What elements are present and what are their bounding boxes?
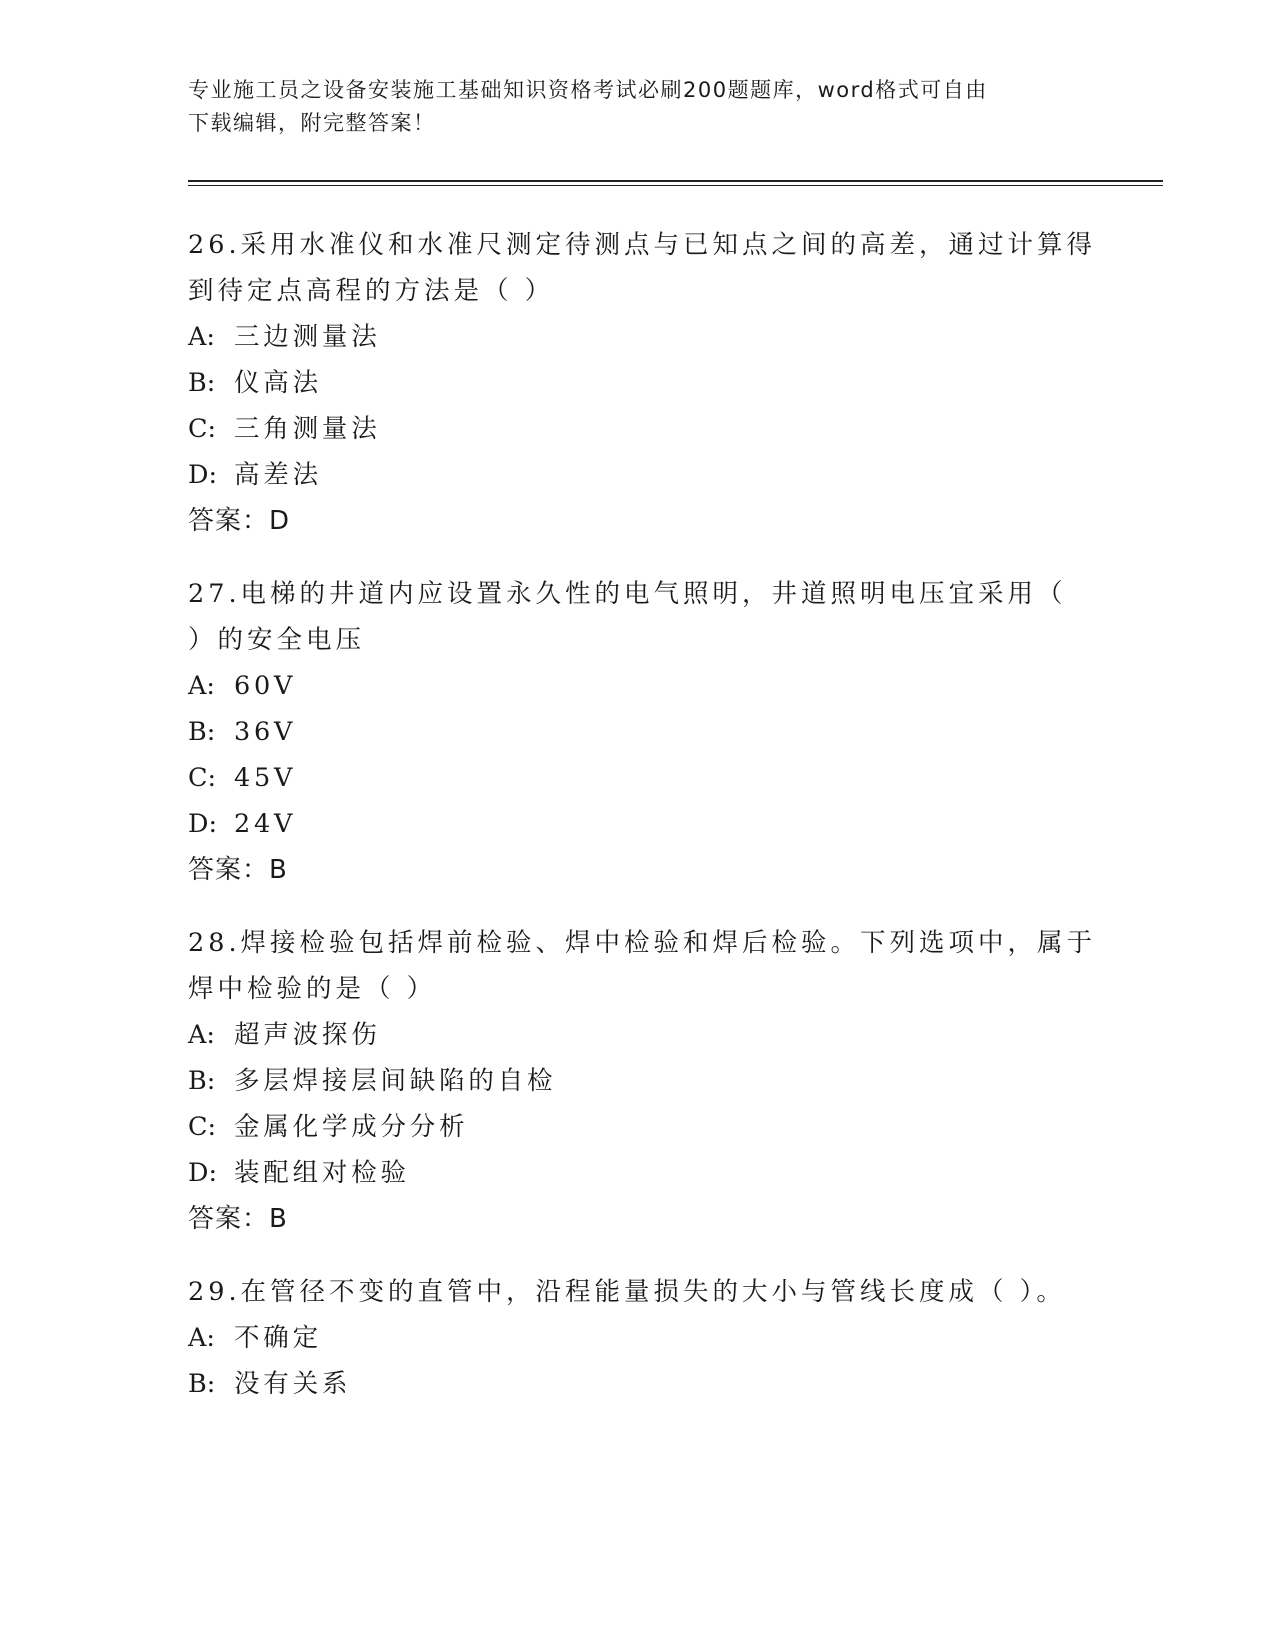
question-29 xyxy=(188,1269,1088,1407)
option-b xyxy=(188,1058,1088,1104)
answer-line: 答案：B xyxy=(188,855,288,885)
option-d xyxy=(188,801,1088,847)
question-stem: 27.电梯的井道内应设置永久性的电气照明，井道照明电压宜采用（ xyxy=(188,579,1067,609)
header-divider-thick xyxy=(188,180,1163,182)
question-27 xyxy=(188,571,1088,893)
question-stem: 28.焊接检验包括焊前检验、焊中检验和焊后检验。下列选项中，属于 xyxy=(188,928,1097,958)
question-stem: 26.采用水准仪和水准尺测定待测点与已知点之间的高差，通过计算得 xyxy=(188,230,1097,260)
option-text: 60V xyxy=(234,671,297,701)
option-letter: C: xyxy=(188,763,217,793)
option-a xyxy=(188,1012,1088,1058)
option-text: 金属化学成分分析 xyxy=(234,1112,469,1142)
option-a xyxy=(188,1315,1088,1361)
option-text: 装配组对检验 xyxy=(234,1158,410,1188)
option-letter: A: xyxy=(188,1323,216,1353)
option-letter: B: xyxy=(188,717,216,747)
option-text: 仪高法 xyxy=(234,368,322,398)
option-text: 36V xyxy=(234,717,297,747)
option-text: 三边测量法 xyxy=(234,322,381,352)
option-text: 多层焊接层间缺陷的自检 xyxy=(234,1066,557,1096)
option-text: 24V xyxy=(234,809,297,839)
question-stem: ）的安全电压 xyxy=(188,625,366,655)
option-b xyxy=(188,1361,1088,1407)
option-letter: C: xyxy=(188,414,217,444)
option-letter: A: xyxy=(188,671,216,701)
question-28 xyxy=(188,920,1097,1242)
question-stem: 到待定点高程的方法是（ ） xyxy=(188,276,555,306)
option-letter: D: xyxy=(188,1158,218,1188)
option-c xyxy=(188,755,1088,801)
answer-line: 答案：D xyxy=(188,506,291,536)
option-letter: D: xyxy=(188,460,218,490)
option-text: 三角测量法 xyxy=(234,414,381,444)
option-letter: D: xyxy=(188,809,218,839)
option-text: 高差法 xyxy=(234,460,322,490)
answer-line: 答案：B xyxy=(188,1204,288,1234)
option-text: 没有关系 xyxy=(234,1369,352,1399)
option-b xyxy=(188,360,1088,406)
option-a xyxy=(188,314,1088,360)
option-letter: A: xyxy=(188,1020,216,1050)
question-26 xyxy=(188,222,1097,544)
option-d xyxy=(188,452,1088,498)
option-c xyxy=(188,1104,1088,1150)
option-a xyxy=(188,663,1088,709)
option-text: 不确定 xyxy=(234,1323,322,1353)
option-letter: A: xyxy=(188,322,216,352)
document-header xyxy=(188,74,1088,140)
header-divider-thin xyxy=(188,185,1163,186)
option-c xyxy=(188,406,1088,452)
option-letter: B: xyxy=(188,368,216,398)
option-d xyxy=(188,1150,1088,1196)
option-b xyxy=(188,709,1088,755)
option-text: 超声波探伤 xyxy=(234,1020,381,1050)
header-line-2: 下载编辑，附完整答案！ xyxy=(188,111,436,135)
option-letter: C: xyxy=(188,1112,217,1142)
option-letter: B: xyxy=(188,1066,216,1096)
question-stem: 焊中检验的是（ ） xyxy=(188,974,437,1004)
header-line-1: 专业施工员之设备安装施工基础知识资格考试必刷200题题库，word格式可自由 xyxy=(188,78,988,102)
option-text: 45V xyxy=(234,763,297,793)
option-letter: B: xyxy=(188,1369,216,1399)
question-stem: 29.在管径不变的直管中，沿程能量损失的大小与管线长度成（ ）。 xyxy=(188,1277,1066,1307)
